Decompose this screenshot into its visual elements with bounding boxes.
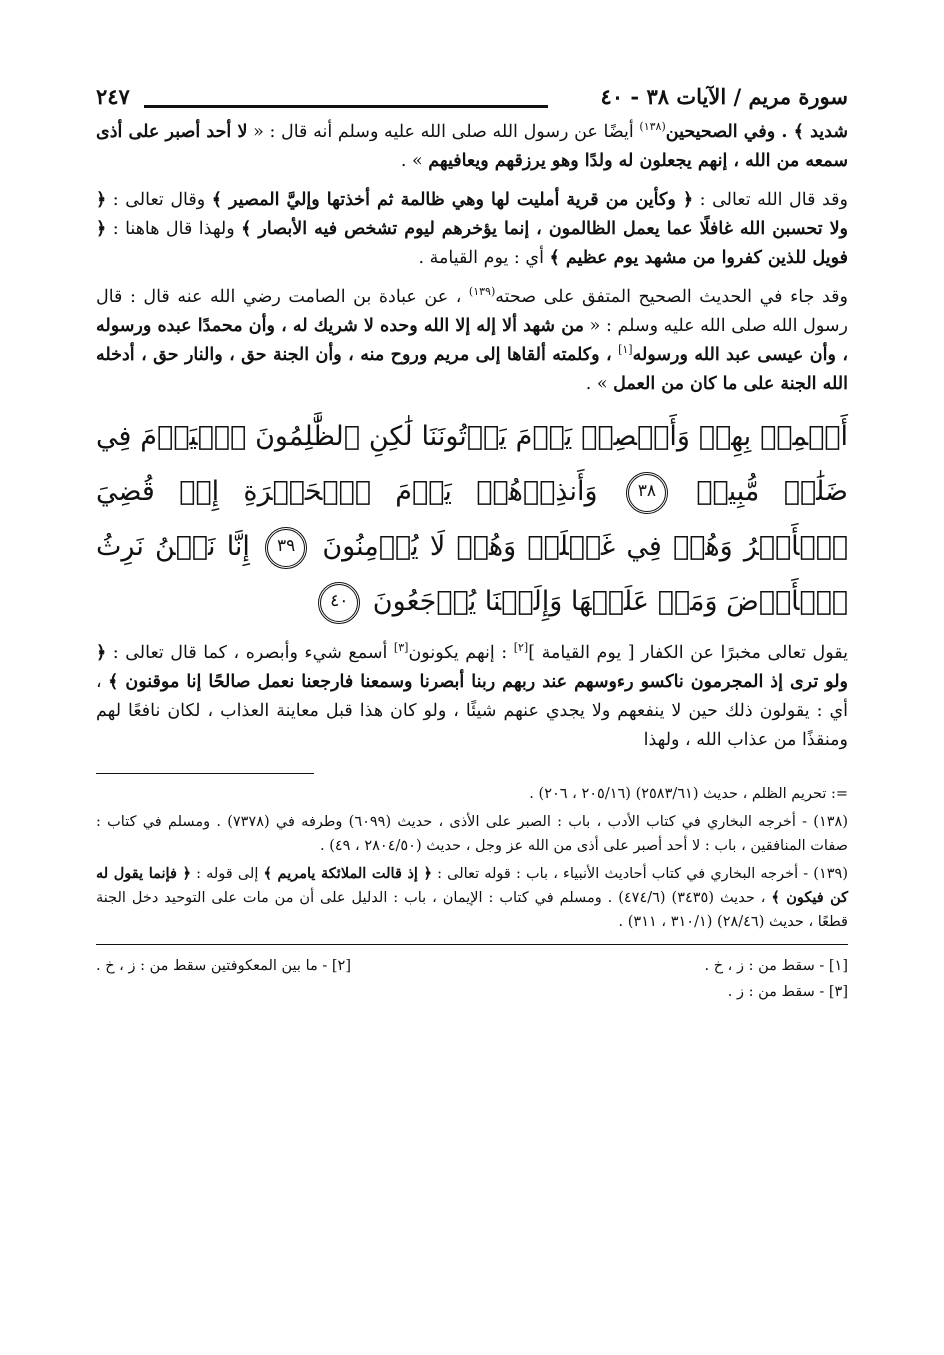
editor-note-1: [١] - سقط من : ز ، خ .: [704, 958, 848, 974]
text-run: : إنهم يكونون: [408, 643, 514, 663]
hadith-quote: من شهد ألا إله إلا الله وحده لا شريك له ، وأن محمدًا عبده ورسوله ، وأن عيسى عبد الله ورسوله: [96, 316, 848, 365]
footnote-marker: [٣]: [393, 641, 409, 655]
verse-number-38: ٣٨: [626, 472, 668, 514]
quran-verses: [96, 409, 848, 629]
text-run: ، أي : يقولون ذلك حين لا ينفعهم ولا يجدي عنهم شيئًا ، ولو كان هذا قبل معاينة العذاب ، لكان نافعًا لهم ومنقذًا من عذاب الله ، ولهذا: [96, 672, 848, 750]
text-run: أسمع شيء وأبصره ، كما قال تعالى :: [106, 643, 394, 663]
editor-notes-separator: [96, 944, 848, 945]
verse-number-39: ٣٩: [265, 527, 307, 569]
text-run: وقد قال الله تعالى :: [693, 190, 848, 210]
text-run: وقد جاء في الحديث الصحيح المتفق على صحته: [495, 287, 848, 307]
footnote-138: (١٣٨) - أخرجه البخاري في كتاب الأدب ، باب : الصبر على الأذى ، حديث (٦٠٩٩) وطرفه في (٧٣٧٨) . ومسلم في كتاب : صفات المنافقين ، باب : لا أحد أصبر على أذى من الله عز وجل ، حديث (٢٨٠٤/٥٠ ، ٤٩) .: [96, 814, 848, 854]
paragraph-hadith-patience: [96, 118, 848, 176]
text-run: (١٣٩) - أخرجه البخاري في كتاب أحاديث الأنبياء ، باب : قوله تعالى :: [432, 866, 848, 882]
text-run: ، عن عبادة بن الصامت رضي الله عنه قال : قال رسول الله صلى الله عليه وسلم : «: [96, 287, 848, 336]
text-run: يقول تعالى مخبرًا عن الكفار [ يوم القيامة ]: [528, 643, 849, 663]
quran-quote: ﴿ ولا تحسبن الله غافلًا عما يعمل الظالمون ، إنما يؤخرهم ليوم تشخص فيه الأبصار ﴾: [96, 190, 849, 239]
text-run: ، حديث (٣٤٣٥) (٤٧٤/٦) . ومسلم في كتاب : الإيمان ، باب : الدليل على أن من مات على التوحيد دخل الجنة قطعًا ، حديث (٢٨/٤٦) (٣١٠/١ ، ٣١١) .: [96, 890, 848, 930]
editor-notes-row: [96, 979, 848, 1005]
header-rule: [144, 105, 548, 108]
reference-marker: (١٣٩): [468, 285, 496, 299]
text-run: إلى قوله :: [190, 866, 264, 882]
quran-quote: ﴿ ولو ترى إذ المجرمون ناكسو رءوسهم عند ربهم ربنا أبصرنا وسمعنا فارجعنا نعمل صالحًا إنا موقنون ﴾: [96, 643, 849, 692]
text-run: أي : يوم القيامة .: [418, 248, 550, 268]
text-run: » .: [400, 151, 429, 171]
page-number: ٢٤٧: [96, 84, 130, 109]
quran-quote: ﴿ إذ قالت الملائكة يامريم ﴾: [263, 865, 433, 882]
paragraph-commentary: [96, 639, 848, 755]
verse-38-text: أَسۡمِعۡ بِهِمۡ وَأَبۡصِرۡ يَوۡمَ يَأۡتُونَنَا لَٰكِنِ ٱلظَّٰلِمُونَ ٱلۡيَوۡمَ فِي ضَلَٰلٖ مُّبِينٖ: [96, 421, 848, 507]
quran-quote: ﴿ فإنما يقول له كن فيكون ﴾: [96, 865, 849, 906]
running-title: سورة مريم / الآيات ٣٨ - ٤٠: [600, 84, 848, 109]
book-page: [96, 78, 848, 1005]
reference-marker: (١٣٨): [639, 120, 666, 134]
text-run: ولهذا قال هاهنا :: [106, 219, 242, 239]
hadith-quote: ، وكلمته ألقاها إلى مريم وروح منه ، وأن الجنة حق ، والنار حق ، أدخله الله الجنة على ما كان من العمل: [96, 345, 848, 394]
text-run: وقال تعالى :: [106, 190, 212, 210]
quran-quote: ﴿ وكأين من قرية أمليت لها وهي ظالمة ثم أخذتها وإليَّ المصير ﴾: [211, 190, 694, 210]
verse-40-text: إِنَّا نَحۡنُ نَرِثُ ٱلۡأَرۡضَ وَمَنۡ عَلَيۡهَا وَإِلَيۡنَا يُرۡجَعُونَ: [96, 531, 848, 617]
footnote-marker: [١]: [618, 343, 633, 357]
text-run: أيضًا عن رسول الله صلى الله عليه وسلم أنه قال : «: [247, 122, 640, 142]
paragraph-quran-citations: [96, 186, 848, 273]
paragraph-hadith-ubada: [96, 283, 848, 399]
footnote-marker: [٢]: [513, 641, 529, 655]
verse-39-text: وَأَنذِرۡهُمۡ يَوۡمَ ٱلۡحَسۡرَةِ إِذۡ قُضِيَ ٱلۡأَمۡرُ وَهُمۡ فِي غَفۡلَةٖ وَهُمۡ لَا يُؤۡمِنُونَ: [96, 476, 848, 562]
footnote-139: [96, 862, 848, 934]
text-run: شديد ﴾ . وفي الصحيحين: [665, 122, 848, 142]
editor-note-2: [٢] - ما بين المعكوفتين سقط من : ز ، خ .: [96, 958, 351, 974]
text-run: » .: [585, 374, 614, 394]
editor-note-3: [٣] - سقط من : ز .: [727, 984, 848, 1000]
quran-quote: ﴿ فويل للذين كفروا من مشهد يوم عظيم ﴾: [96, 219, 848, 268]
footnote-separator: [96, 773, 314, 774]
hadith-quote: لا أحد أصبر على أذى سمعه من الله ، إنهم يجعلون له ولدًا وهو يرزقهم ويعافيهم: [96, 122, 848, 171]
editor-notes-row: [96, 953, 848, 979]
footnote-continued: =: تحريم الظلم ، حديث (٢٥٨٣/٦١) (٢٠٥/١٦ ، ٢٠٦) .: [529, 786, 848, 802]
page-header: [96, 78, 848, 118]
verse-number-40: ٤٠: [318, 582, 360, 624]
